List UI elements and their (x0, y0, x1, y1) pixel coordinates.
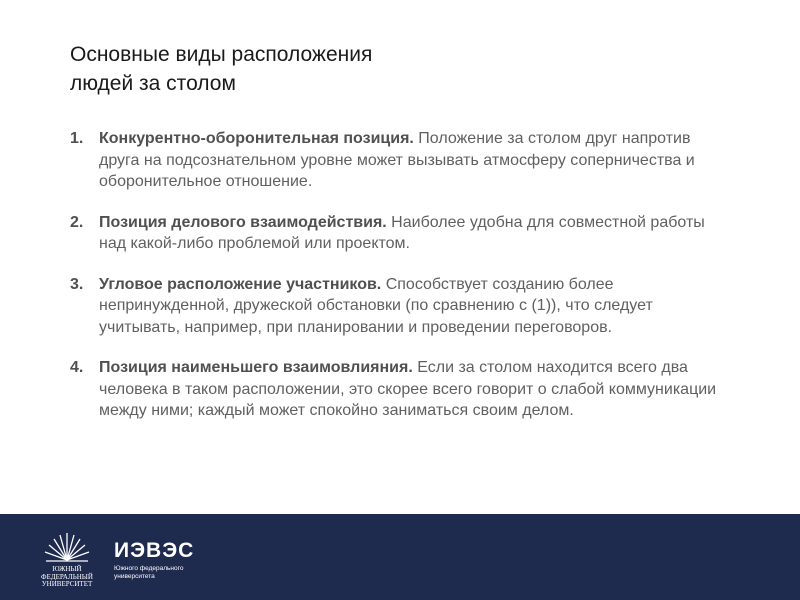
item-term: Позиция делового взаимодействия. (99, 213, 387, 231)
item-text: Способствует созданию более непринужденной, дружеской обстановки (по сравнению с (1)), что следует учитывать, например, при планировании и проведении переговоров. (99, 275, 653, 336)
ieves-sub-line-2: университета (114, 572, 155, 580)
item-number: 3. (70, 275, 84, 293)
item-number: 4. (70, 359, 84, 376)
title-line-1: Основные виды расположения (70, 43, 373, 66)
ieves-name: ИЭВЭС (114, 539, 195, 562)
item-number: 2. (70, 213, 84, 231)
list-item (70, 357, 730, 422)
title-line-2: людей за столом (70, 72, 236, 95)
item-number: 1. (70, 130, 84, 147)
item-term: Конкурентно-оборонительная позиция. (99, 130, 414, 147)
ieves-logo (114, 540, 194, 580)
item-text: Если за столом находится всего два человека в таком расположении, это скорее всего говорит о слабой коммуникации между ними; каждый может спокойно заниматься своим делом. (99, 359, 717, 419)
item-text: Наиболее удобна для совместной работы над какой-либо проблемой или проектом. (99, 213, 705, 252)
sfu-logo (22, 530, 112, 594)
item-term: Позиция наименьшего взаимовлияния. (99, 359, 413, 376)
list-item (70, 128, 730, 193)
sfu-line-2: ФЕДЕРАЛЬНЫЙ (41, 572, 93, 581)
item-text: Положение за столом друг напротив друга на подсознательном уровне может вызывать атмосферу соперничества и оборонительное отношение. (99, 130, 695, 190)
sfu-line-1: ЮЖНЫЙ (52, 565, 82, 573)
sunburst-emblem-icon (40, 530, 94, 564)
ieves-subtitle (114, 565, 194, 580)
footer-bar (0, 514, 800, 600)
positions-list (70, 128, 730, 441)
ieves-sub-line-1: Южного федерального (114, 565, 184, 572)
list-item (70, 274, 730, 339)
sfu-line-3: УНИВЕРСИТЕТ (41, 580, 93, 588)
list-item (70, 212, 730, 255)
slide-title (70, 40, 670, 98)
sfu-wordmark (22, 566, 112, 589)
item-term: Угловое расположение участников. (99, 275, 382, 293)
